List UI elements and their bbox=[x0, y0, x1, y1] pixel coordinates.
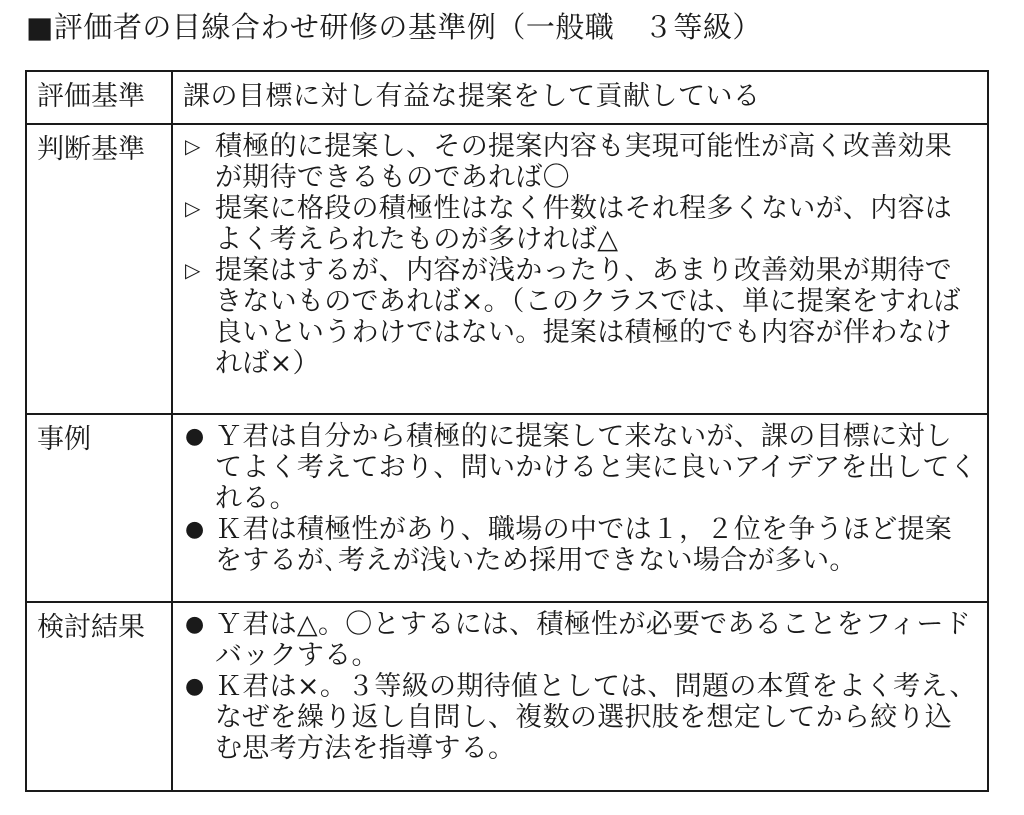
review-result-row bbox=[26, 602, 988, 791]
bullet-icon: ● bbox=[185, 612, 205, 637]
case-example-text: Ｙ君は自分から積極的に提案して来ないが、課の目標に対してよく考えており、問いかけると実に良いアイデアを出してくれる。 bbox=[215, 421, 977, 514]
judgment-criteria-text: 提案に格段の積極性はなく件数はそれ程多くないが、内容はよく考えられたものが多ければ△ bbox=[215, 193, 953, 255]
case-example-cell bbox=[172, 414, 988, 602]
triangle-marker-icon: ▷ bbox=[185, 196, 201, 220]
judgment-criteria-item bbox=[183, 255, 979, 379]
review-result-cell bbox=[172, 602, 988, 791]
review-result-text: Ｋ君は×。３等級の期待値としては、問題の本質をよく考え、なぜを繰り返し自問し、複数の選択肢を想定してから絞り込む思考方法を指導する。 bbox=[215, 671, 977, 764]
review-result-item bbox=[183, 671, 979, 764]
criteria-table bbox=[25, 70, 989, 792]
evaluation-standard-text: 課の目標に対し有益な提案をして貢献している bbox=[183, 81, 761, 112]
judgment-criteria-cell bbox=[172, 124, 988, 414]
triangle-marker-icon: ▷ bbox=[185, 258, 201, 282]
bullet-icon: ● bbox=[185, 674, 205, 699]
case-example-label: 事例 bbox=[26, 414, 172, 602]
case-example-row bbox=[26, 414, 988, 602]
case-example-item bbox=[183, 514, 979, 576]
bullet-icon: ● bbox=[185, 517, 205, 542]
triangle-marker-icon: ▷ bbox=[185, 134, 201, 158]
case-example-list bbox=[183, 421, 979, 576]
review-result-text: Ｙ君は△。〇とするには、積極性が必要であることをフィードバックする。 bbox=[215, 609, 972, 671]
judgment-criteria-item bbox=[183, 131, 979, 193]
document-title: ■評価者の目線合わせ研修の基準例（一般職 ３等級） bbox=[26, 10, 762, 44]
judgment-criteria-text: 積極的に提案し、その提案内容も実現可能性が高く改善効果が期待できるものであれば〇 bbox=[215, 131, 953, 193]
judgment-criteria-text: 提案はするが、内容が浅かったり、あまり改善効果が期待できないものであれば×。（このクラスでは、単に提案をすれば良いというわけではない。提案は積極的でも内容が伴わなければ×） bbox=[215, 255, 961, 379]
case-example-text: Ｋ君は積極性があり、職場の中では１，２位を争うほど提案をするが､考えが浅いため採用できない場合が多い。 bbox=[215, 514, 953, 576]
review-result-list bbox=[183, 609, 979, 764]
review-result-label: 検討結果 bbox=[26, 602, 172, 791]
judgment-criteria-label: 判断基準 bbox=[26, 124, 172, 414]
evaluation-standard-row bbox=[26, 71, 988, 124]
review-result-item bbox=[183, 609, 979, 671]
case-example-item bbox=[183, 421, 979, 514]
judgment-criteria-item bbox=[183, 193, 979, 255]
judgment-criteria-list bbox=[183, 131, 979, 379]
judgment-criteria-row bbox=[26, 124, 988, 414]
evaluation-standard-cell bbox=[172, 71, 988, 124]
evaluation-standard-label: 評価基準 bbox=[26, 71, 172, 124]
bullet-icon: ● bbox=[185, 424, 205, 449]
